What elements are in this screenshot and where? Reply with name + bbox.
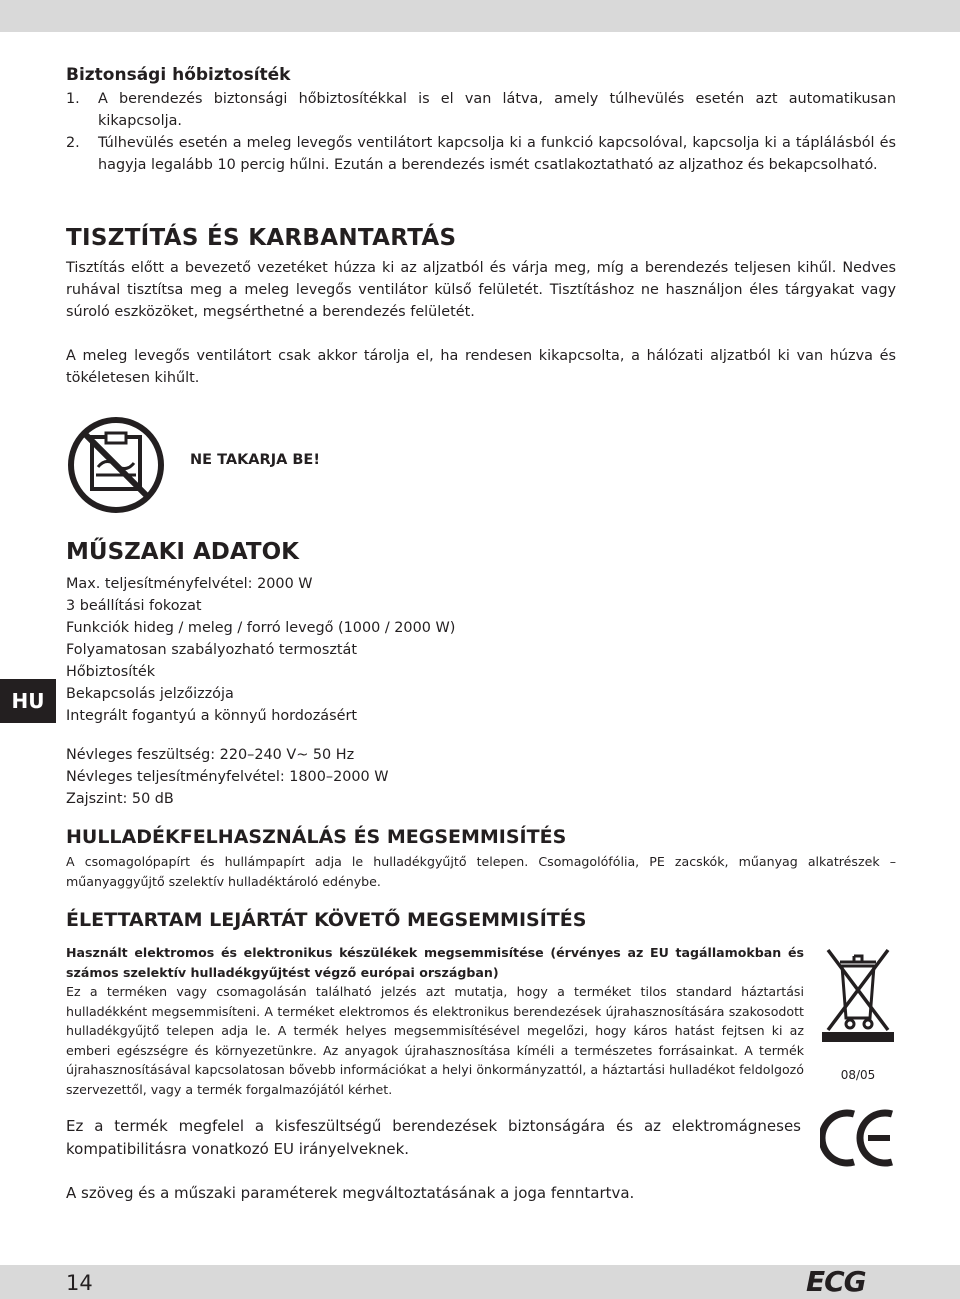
- spec-item: Max. teljesítményfelvétel: 2000 W: [66, 576, 313, 592]
- disposal-section: [66, 943, 804, 1099]
- list-item: [66, 132, 896, 176]
- specs-title: MŰSZAKI ADATOK: [66, 539, 299, 565]
- spec-item: Integrált fogantyú a könnyű hordozásért: [66, 708, 358, 724]
- disposal-title-wrap: [66, 908, 896, 932]
- fuse-list: [66, 88, 896, 176]
- disposal-intro: Használt elektromos és elektronikus készülékek megsemmisítése (érvényes az EU tagállamokban és számos szelektív hulladékgyűjtést végző európai országban): [66, 945, 804, 980]
- disposal-paragraph: Ez a terméken vagy csomagolásán található jelzés azt mutatja, hogy a terméket tilos standard háztartási hulladékként megsemmisíteni. A terméket elektromos és elektronikus berendezések újrahasznosítására szakosodott hulladékgyűjtő telepen adja le. A termék helyes megsemmisítésével megelőzi, hogy káros hatást fejtsen ki az emberi egészségre és környezetünkre. Az anyagok újrahasznosítása kíméli a természetes forrásainkat. A termék újrahasznosításával kapcsolatosan bővebb információkat a helyi önkormányzattól, a háztartási hulladékot feldolgozó szervezettől, vagy a termék forgalmazójától kérhet.: [66, 984, 804, 1097]
- spec-item: Funkciók hideg / meleg / forró levegő (1000 / 2000 W): [66, 620, 456, 636]
- ratings-list: [66, 744, 896, 810]
- language-tab: HU: [0, 679, 56, 723]
- spec-item: 3 beállítási fokozat: [66, 598, 202, 614]
- features-list: [66, 573, 896, 727]
- cleaning-section: [66, 224, 896, 389]
- spec-item: Névleges teljesítményfelvétel: 1800–2000 W: [66, 769, 389, 785]
- spec-item: Hőbiztosíték: [66, 664, 156, 680]
- list-item-number: 2.: [66, 135, 80, 151]
- compliance-paragraph: Ez a termék megfelel a kisfeszültségű berendezések biztonságára és az elektromágneses kompatibilitásra vonatkozó EU irányelveknek.: [66, 1117, 801, 1158]
- spec-item: Névleges feszültség: 220–240 V~ 50 Hz: [66, 747, 355, 763]
- list-item-number: 1.: [66, 91, 80, 107]
- storage-paragraph: A meleg levegős ventilátort csak akkor tárolja el, ha rendesen kikapcsolta, a hálózati aljzatból ki van húzva és tökéletesen kihűlt.: [66, 348, 896, 386]
- packaging-paragraph: A csomagolópapírt és hullámpapírt adja le hulladékgyűjtő telepen. Csomagolófólia, PE zacskók, műanyag alkatrészek – műanyaggyűjtő szelektív hulladéktároló edénybe.: [66, 854, 896, 889]
- date-code: 08/05: [840, 1068, 876, 1082]
- fuse-title: Biztonsági hőbiztosíték: [66, 65, 291, 85]
- warning-label: NE TAKARJA BE!: [190, 452, 320, 468]
- disposal-title: ÉLETTARTAM LEJÁRTÁT KÖVETŐ MEGSEMMISÍTÉS: [66, 909, 587, 931]
- page-number: 14: [66, 1271, 93, 1295]
- fuse-section: [66, 64, 896, 176]
- cleaning-paragraph: Tisztítás előtt a bevezető vezetéket húzza ki az aljzatból és várja meg, míg a berendezés teljesen kihűl. Nedves ruhával tisztítsa meg a meleg levegős ventilátor külső felületét. Tisztításhoz ne használjon éles tárgyakat vagy súroló eszközöket, megsérthetné a berendezés felületét.: [66, 260, 896, 320]
- compliance-section: [66, 1115, 801, 1161]
- top-bar: [0, 0, 960, 32]
- list-item: [66, 88, 896, 132]
- list-item-text: Túlhevülés esetén a meleg levegős ventilátort kapcsolja ki a funkció kapcsolóval, kapcsolja ki a táplálásból és hagyja legalább 10 percig hűlni. Ezután a berendezés ismét csatlakoztatható az aljzathoz és bekapcsolható.: [98, 135, 896, 173]
- spec-item: Bekapcsolás jelzőizzója: [66, 686, 234, 702]
- list-item-text: A berendezés biztonsági hőbiztosítékkal is el van látva, amely túlhevülés esetén azt automatikusan kikapcsolja.: [98, 91, 896, 129]
- spec-item: Zajszint: 50 dB: [66, 791, 174, 807]
- packaging-section: [66, 825, 896, 892]
- spec-item: Folyamatosan szabályozható termosztát: [66, 642, 357, 658]
- brand-logo: ECG: [806, 1265, 866, 1298]
- crossed-bin-icon: [820, 944, 896, 1044]
- ce-mark-icon: [820, 1108, 896, 1168]
- do-not-cover-icon: [66, 415, 166, 515]
- specs-section: [66, 538, 896, 810]
- cleaning-title: TISZTÍTÁS ÉS KARBANTARTÁS: [66, 225, 457, 251]
- packaging-title: HULLADÉKFELHASZNÁLÁS ÉS MEGSEMMISÍTÉS: [66, 826, 567, 848]
- rights-section: [66, 1182, 896, 1204]
- rights-paragraph: A szöveg és a műszaki paraméterek megváltoztatásának a joga fenntartva.: [66, 1184, 635, 1202]
